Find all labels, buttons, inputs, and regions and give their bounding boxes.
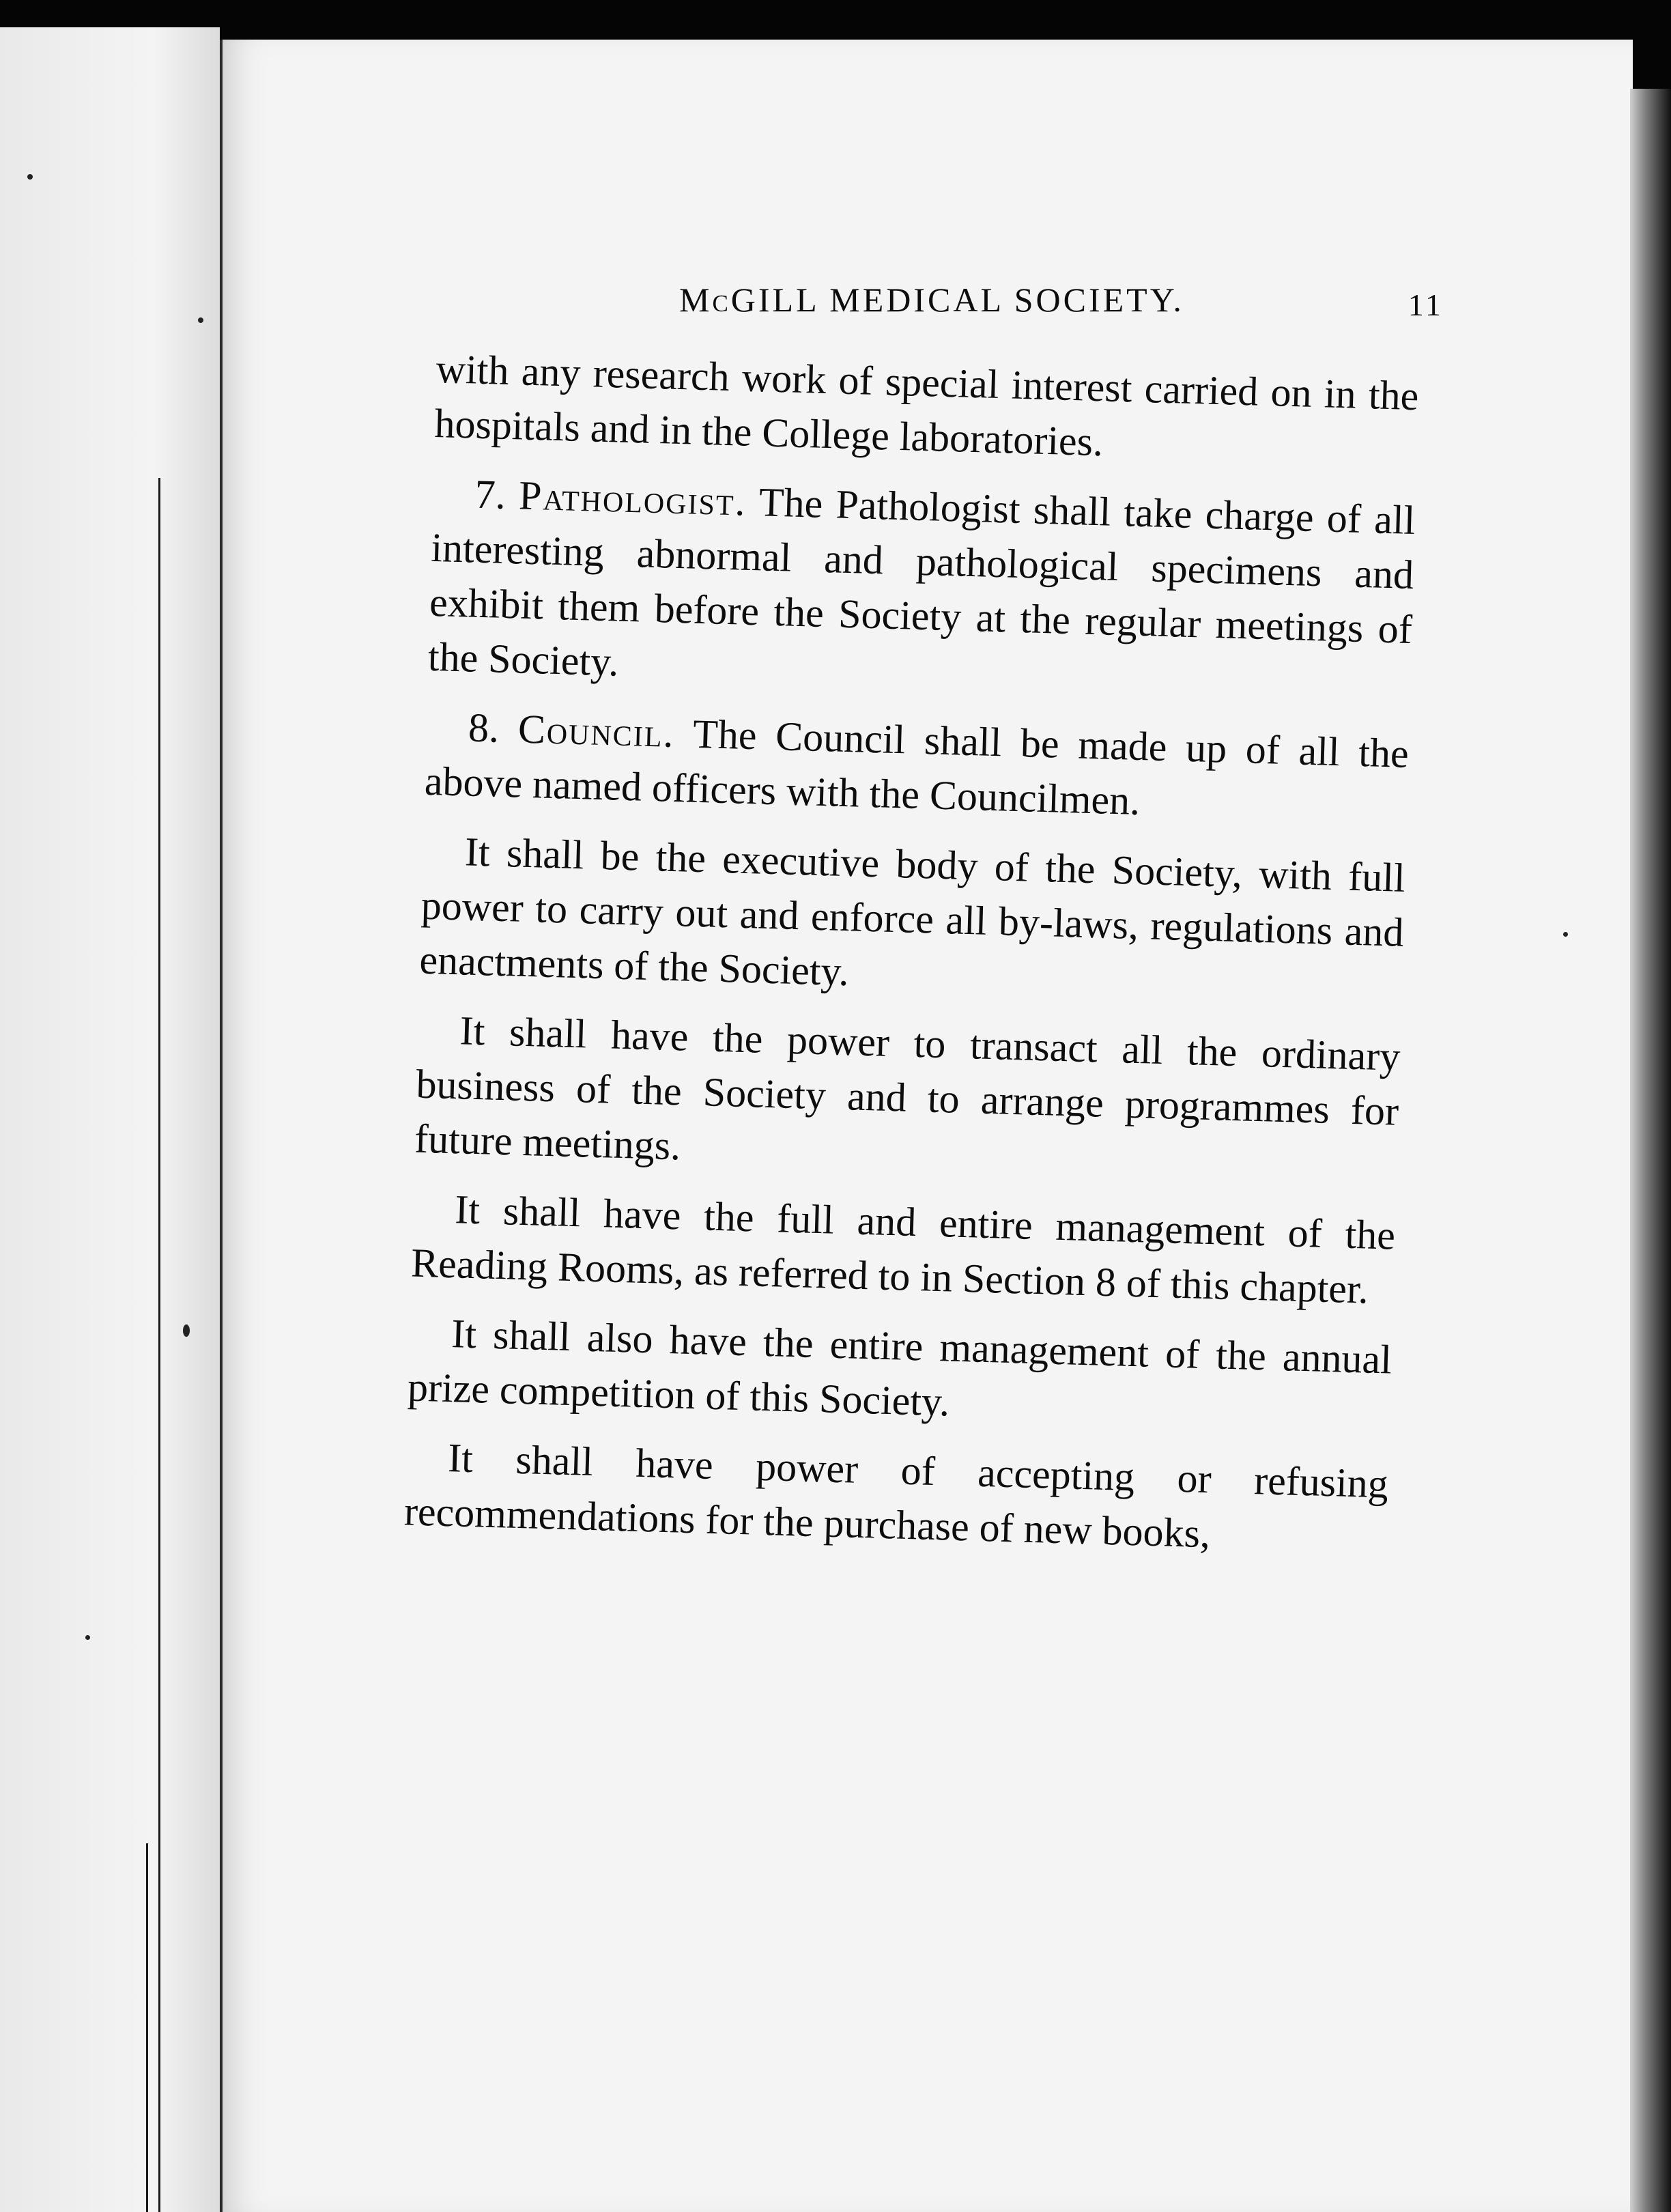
paragraph [419,823,1406,1015]
paragraph-text: The Council shall be made up of all the above named officers with the Councilmen. [424,711,1410,824]
paragraph-text: It shall be the executive body of the Society, with full power to carry out and enforce all by-laws, regulations and enactments of the Society. [418,829,1406,995]
page-number: 11 [1408,287,1444,322]
scan-speck [1563,932,1568,937]
paragraph-text: It shall have the full and entire management of the Reading Rooms, as referred to in Section 8 of this chapter. [410,1187,1396,1312]
paragraph-text: It shall have power of accepting or refusing recommendations for the purchase of new books, [403,1435,1389,1557]
paragraph [410,1181,1396,1318]
section-heading: Council. [517,706,676,756]
scan-speck [198,317,203,323]
body-text [403,341,1419,1581]
section-pathologist [427,466,1416,711]
scan-speck [27,174,33,180]
paragraph-text: with any research work of special interest carried on in the hospitals and in the College laboratories. [433,345,1420,465]
section-number: 7. [474,471,506,517]
paragraph-text: It shall also have the entire management of the annual prize competition of this Society. [407,1311,1392,1425]
scan-speck [85,1635,90,1640]
section-number: 8. [468,705,500,751]
section-heading: Pathologist. [518,472,747,524]
paragraph [407,1305,1392,1441]
gutter-edge [158,478,160,2212]
paragraph [403,1429,1389,1565]
page-edge-shadow [1630,89,1671,2212]
running-title: McGILL MEDICAL SOCIETY. [679,281,1184,319]
section-council [424,699,1410,836]
paragraph-text: The Pathologist shall take charge of all interesting abnormal and pathological specimens and exhibit them before the Society at the regular meetings of the Society. [427,479,1416,685]
scan-speck [183,1324,190,1337]
paragraph-text: It shall have the power to transact all the ordinary business of the Society and to arrange programmes for future meetings. [414,1008,1401,1169]
paragraph [414,1002,1401,1193]
running-header [679,280,1444,335]
facing-page [0,27,220,2212]
gutter-edge-lower [146,1843,148,2212]
